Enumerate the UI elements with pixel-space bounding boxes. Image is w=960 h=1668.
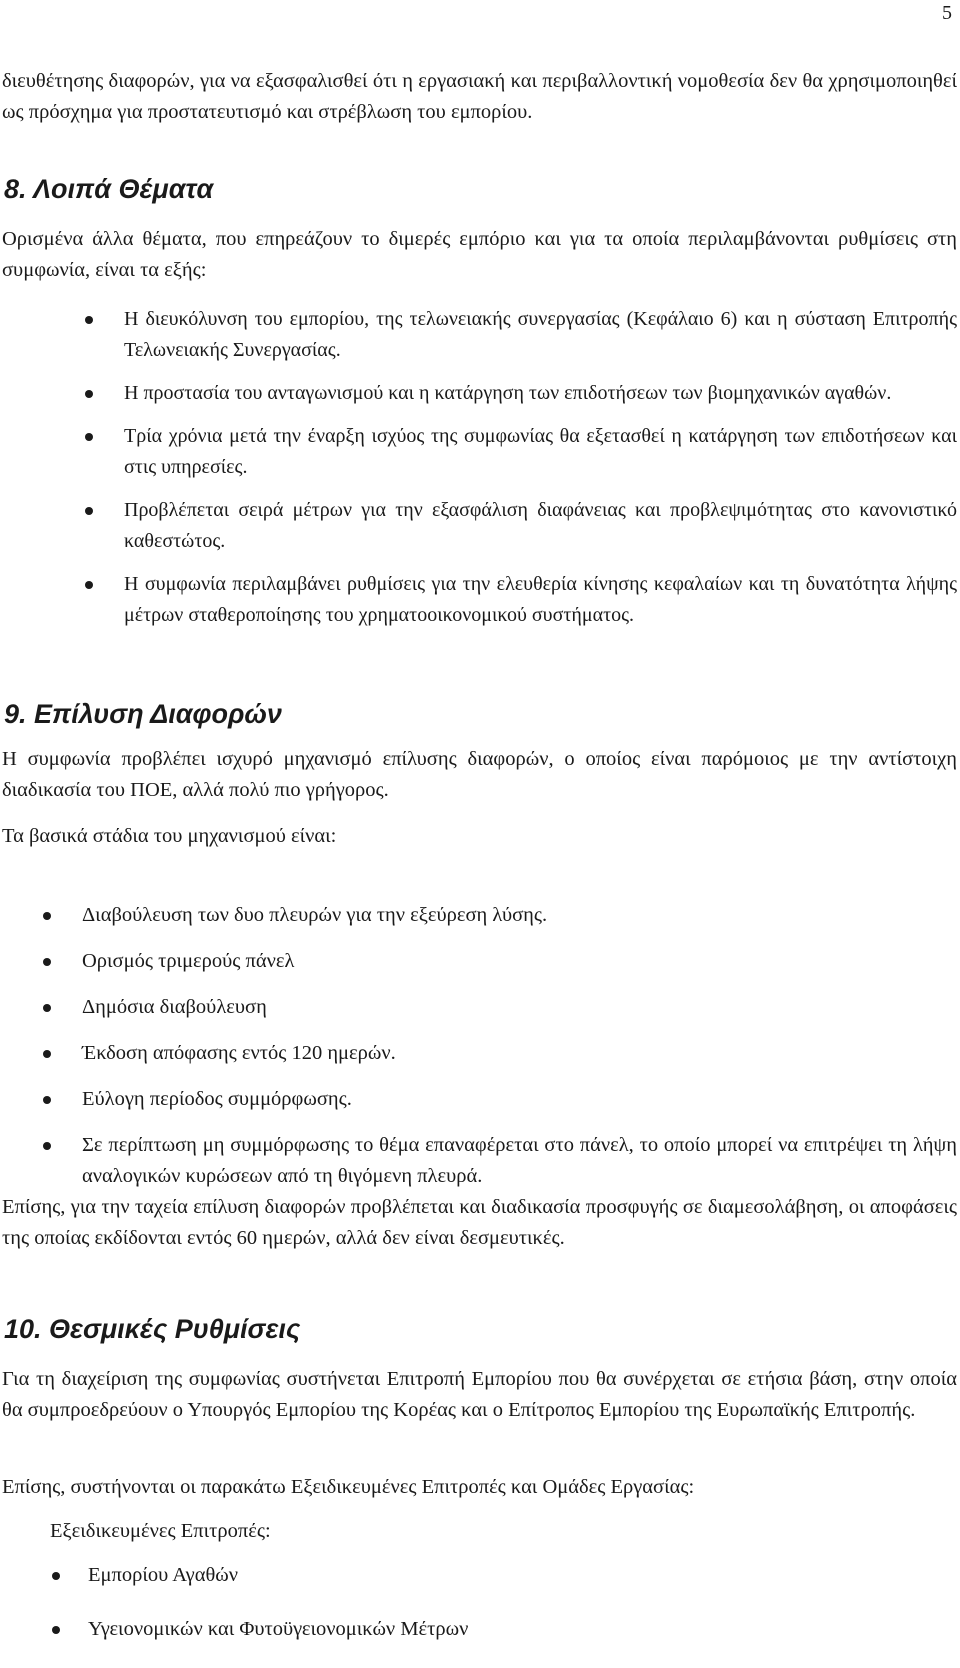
section-9-bullet-list <box>82 900 957 1207</box>
bullet-item: Σε περίπτωση μη συμμόρφωσης το θέμα επαναφέρεται στο πάνελ, το οποίο μπορεί να επιτρέψει τη λήψη αναλογικών κυρώσεων από τη θιγόμενη πλευρά. <box>82 1130 957 1192</box>
section-9-stages-intro: Τα βασικά στάδια του μηχανισμού είναι: <box>2 825 337 847</box>
bullet-item: Ορισμός τριμερούς πάνελ <box>82 946 957 977</box>
bullet-item: Δημόσια διαβούλευση <box>82 992 957 1023</box>
section-9-paragraph: Η συμφωνία προβλέπει ισχυρό μηχανισμό επίλυσης διαφορών, ο οποίος είναι παρόμοιος με την αντίστοιχη διαδικασία του ΠΟΕ, αλλά πολύ πιο γρήγορος. <box>2 748 957 801</box>
committees-subheading: Εξειδικευμένες Επιτροπές: <box>50 1520 271 1542</box>
committees-list <box>88 1560 957 1668</box>
bullet-item: Η διευκόλυνση του εμπορίου, της τελωνειακής συνεργασίας (Κεφάλαιο 6) και η σύσταση Επιτροπής Τελωνειακής Συνεργασίας. <box>124 304 957 366</box>
committee-item: Εμπορίου Αγαθών <box>88 1560 957 1591</box>
section-9-heading: 9. Επίλυση Διαφορών <box>4 699 282 729</box>
bullet-item: Διαβούλευση των δυο πλευρών για την εξεύρεση λύσης. <box>82 900 957 931</box>
section-8-bullet-list <box>124 304 957 643</box>
section-8-intro: Ορισμένα άλλα θέματα, που επηρεάζουν το διμερές εμπόριο και για τα οποία περιλαμβάνονται ρυθμίσεις στη συμφωνία, είναι τα εξής: <box>2 228 957 281</box>
section-10-heading: 10. Θεσμικές Ρυθμίσεις <box>4 1314 301 1344</box>
section-10-committees-intro: Επίσης, συστήνονται οι παρακάτω Εξειδικευμένες Επιτροπές και Ομάδες Εργασίας: <box>2 1476 695 1498</box>
bullet-item: Η συμφωνία περιλαμβάνει ρυθμίσεις για την ελευθερία κίνησης κεφαλαίων και τη δυνατότητα λήψης μέτρων σταθεροποίησης του χρηματοοικονομικού συστήματος. <box>124 569 957 631</box>
bullet-item: Προβλέπεται σειρά μέτρων για την εξασφάλιση διαφάνειας και προβλεψιμότητας στο κανονιστικό καθεστώτος. <box>124 495 957 557</box>
bullet-item: Τρία χρόνια μετά την έναρξη ισχύος της συμφωνίας θα εξετασθεί η κατάργηση των επιδοτήσεων και στις υπηρεσίες. <box>124 421 957 483</box>
intro-paragraph: διευθέτησης διαφορών, για να εξασφαλισθεί ότι η εργασιακή και περιβαλλοντική νομοθεσία δεν θα χρησιμοποιηθεί ως πρόσχημα για προστατευτισμό και στρέβλωση του εμπορίου. <box>2 70 957 123</box>
bullet-item: Έκδοση απόφασης εντός 120 ημερών. <box>82 1038 957 1069</box>
bullet-item: Εύλογη περίοδος συμμόρφωσης. <box>82 1084 957 1115</box>
bullet-item: Η προστασία του ανταγωνισμού και η κατάργηση των επιδοτήσεων των βιομηχανικών αγαθών. <box>124 378 957 409</box>
section-9-mediation-paragraph: Επίσης, για την ταχεία επίλυση διαφορών προβλέπεται και διαδικασία προσφυγής σε διαμεσολάβηση, οι αποφάσεις της οποίας εκδίδονται εντός 60 ημερών, αλλά δεν είναι δεσμευτικές. <box>2 1196 957 1249</box>
section-8-heading: 8. Λοιπά Θέματα <box>4 174 214 204</box>
section-10-paragraph: Για τη διαχείριση της συμφωνίας συστήνεται Επιτροπή Εμπορίου που θα συνέρχεται σε ετήσια βάση, στην οποία θα συμπροεδρεύουν ο Υπουργός Εμπορίου της Κορέας και ο Επίτροπος Εμπορίου της Ευρωπαϊκής Επιτροπής. <box>2 1368 957 1421</box>
committee-item: Υγειονομικών και Φυτοϋγειονομικών Μέτρων <box>88 1614 957 1645</box>
page-number: 5 <box>942 2 952 24</box>
